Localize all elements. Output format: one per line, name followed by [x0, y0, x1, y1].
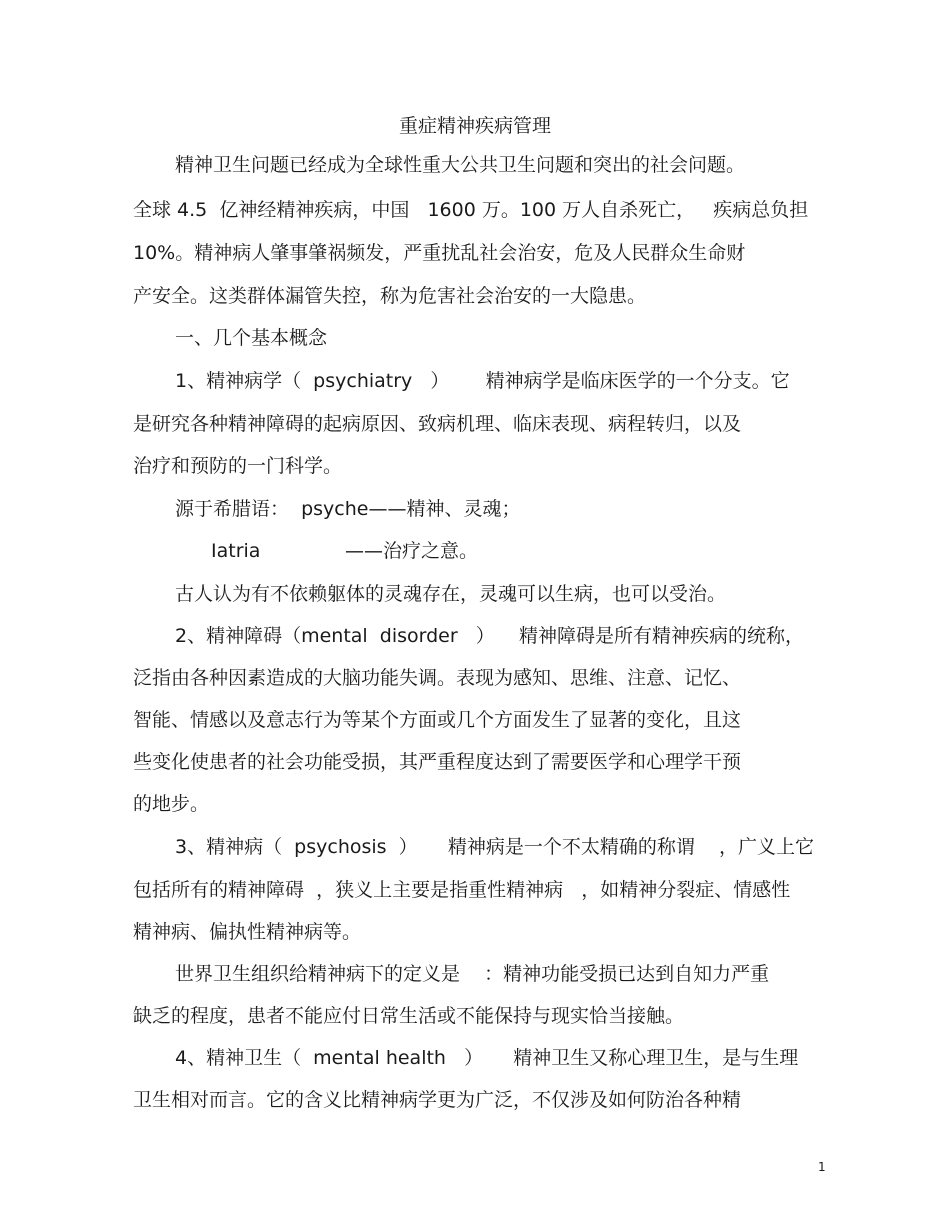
paragraph-line: 精神卫生问题已经成为全球性重大公共卫生问题和突出的社会问题。 — [175, 154, 746, 176]
paragraph-line: Iatria ——治疗之意。 — [211, 540, 478, 562]
paragraph-line: 世界卫生组织给精神病下的定义是 ：精神功能受损已达到自知力严重 — [175, 963, 770, 985]
paragraph-line: 1、精神病学（ psychiatry ） 精神病学是临床医学的一个分支。它 — [175, 370, 790, 392]
paragraph-line: 产安全。这类群体漏管失控，称为危害社会治安的一大隐患。 — [133, 285, 647, 307]
paragraph-line: 智能、情感以及意志行为等某个方面或几个方面发生了显著的变化，且这 — [133, 709, 742, 731]
paragraph-line: 3、精神病（ psychosis ） 精神病是一个不太精确的称谓 ，广义上它 — [175, 836, 814, 858]
paragraph-line: 泛指由各种因素造成的大脑功能失调。表现为感知、思维、注意、记忆、 — [133, 667, 742, 689]
paragraph-line: 缺乏的程度，患者不能应付日常生活或不能保持与现实恰当接触。 — [133, 1005, 685, 1027]
paragraph-line: 2、精神障碍（mental disorder ） 精神障碍是所有精神疾病的统称， — [175, 625, 804, 647]
page-number: 1 — [818, 1160, 826, 1174]
paragraph-line: 全球 4.5 亿神经精神疾病，中国 1600 万。100 万人自杀死亡， 疾病总负担 — [133, 199, 809, 221]
section-heading: 一、几个基本概念 — [175, 327, 328, 349]
paragraph-line: 些变化使患者的社会功能受损，其严重程度达到了需要医学和心理学干预 — [133, 751, 742, 773]
document-title: 重症精神疾病管理 — [398, 115, 551, 137]
paragraph-line: 包括所有的精神障碍 ，狭义上主要是指重性精神病 ，如精神分裂症、情感性 — [133, 879, 791, 901]
paragraph-line: 精神病、偏执性精神病等。 — [133, 921, 362, 943]
paragraph-line: 是研究各种精神障碍的起病原因、致病机理、临床表现、病程转归，以及 — [133, 413, 742, 435]
paragraph-line: 4、精神卫生（ mental health ） 精神卫生又称心理卫生，是与生理 — [175, 1047, 799, 1069]
paragraph-line: 10%。精神病人肇事肇祸频发，严重扰乱社会治安，危及人民群众生命财 — [133, 242, 746, 264]
paragraph-line: 治疗和预防的一门科学。 — [133, 455, 343, 477]
paragraph-line: 卫生相对而言。它的含义比精神病学更为广泛，不仅涉及如何防治各种精 — [133, 1089, 742, 1111]
paragraph-line: 源于希腊语： psyche——精神、灵魂； — [175, 498, 521, 520]
paragraph-line: 古人认为有不依赖躯体的灵魂存在，灵魂可以生病，也可以受治。 — [175, 583, 727, 605]
paragraph-line: 的地步。 — [133, 793, 210, 815]
